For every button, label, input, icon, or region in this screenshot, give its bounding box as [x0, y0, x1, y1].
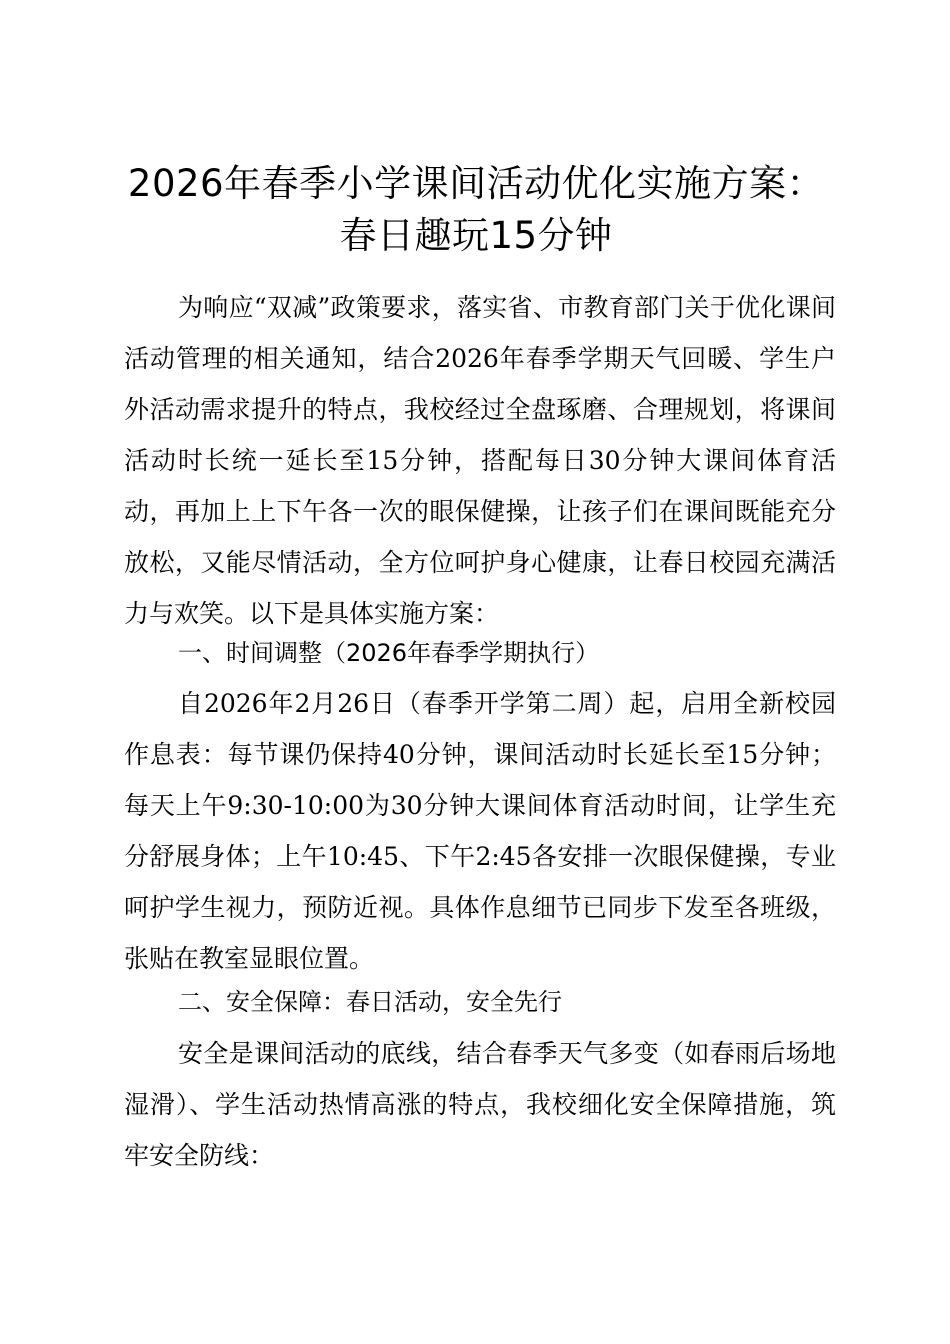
section-paragraph-safety: 安全是课间活动的底线，结合春季天气多变（如春雨后场地湿滑）、学生活动热情高涨的特点，我校细化安全保障措施，筑牢安全防线：: [124, 1039, 836, 1170]
section-paragraph-time-adjustment: 自2026年2月26日（春季开学第二周）起，启用全新校园作息表：每节课仍保持40分钟，课间活动时长延长至15分钟；每天上午9:30-10:00为30分钟大课间体育活动时间，让学生充分舒展身体；上午10:45、下午2:45各安排一次眼保健操，专业呵护学生视力，预防近视。具体作息细节已同步下发至各班级，张贴在教室显眼位置。: [124, 689, 836, 973]
section-heading-time-adjustment: 一、时间调整（2026年春季学期执行）: [178, 639, 600, 667]
section-heading-safety: 二、安全保障：春日活动，安全先行: [178, 988, 562, 1016]
document-title: 2026年春季小学课间活动优化实施方案：春日趣玩15分钟: [127, 162, 825, 257]
intro-paragraph: 为响应“双减”政策要求，落实省、市教育部门关于优化课间活动管理的相关通知，结合2026年春季学期天气回暖、学生户外活动需求提升的特点，我校经过全盘琢磨、合理规划，将课间活动时长统一延长至15分钟，搭配每日30分钟大课间体育活动，再加上上下午各一次的眼保健操，让孩子们在课间既能充分放松，又能尽情活动，全方位呵护身心健康，让春日校园充满活力与欢笑。以下是具体实施方案：: [124, 293, 836, 628]
